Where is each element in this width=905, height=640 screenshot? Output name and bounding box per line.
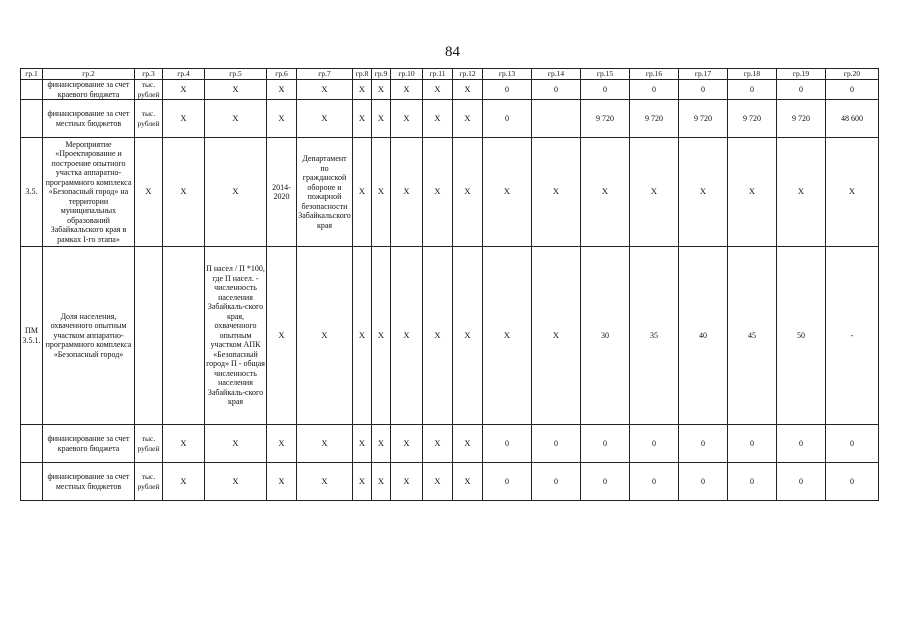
row-name-cell: финансирование за счет местных бюджетов (43, 100, 135, 138)
header-cell: гр.15 (581, 69, 630, 80)
table-cell: X (267, 463, 297, 501)
table-cell: X (297, 100, 353, 138)
table-cell: 0 (630, 463, 679, 501)
table-cell: 9 720 (581, 100, 630, 138)
header-cell: гр.8 (353, 69, 372, 80)
table-cell (532, 100, 581, 138)
table-cell: - (826, 247, 879, 425)
table-cell: 0 (777, 463, 826, 501)
table-cell: X (297, 463, 353, 501)
header-cell: гр.11 (423, 69, 453, 80)
header-cell: гр.18 (728, 69, 777, 80)
table-cell: 0 (483, 100, 532, 138)
table-cell: X (532, 247, 581, 425)
table-cell (163, 247, 205, 425)
header-cell: гр.1 (21, 69, 43, 80)
table-cell: X (453, 80, 483, 100)
table-cell: 0 (581, 425, 630, 463)
responsible-cell: Департамент по гражданской обороне и пожарной безопасности Забайкальского края (297, 138, 353, 247)
table-cell: X (135, 138, 163, 247)
table-cell: X (453, 247, 483, 425)
table-cell: X (297, 80, 353, 100)
table-cell: 0 (630, 80, 679, 100)
header-cell: гр.19 (777, 69, 826, 80)
table-cell: X (391, 463, 423, 501)
table-cell: X (205, 100, 267, 138)
table-cell: 50 (777, 247, 826, 425)
row-number-cell: ПМ 3.5.1. (21, 247, 43, 425)
header-cell: гр.9 (372, 69, 391, 80)
table-cell: X (205, 80, 267, 100)
table-cell (135, 247, 163, 425)
table-cell: 0 (728, 80, 777, 100)
table-row (21, 247, 879, 425)
header-cell: гр.10 (391, 69, 423, 80)
table-cell: 0 (483, 463, 532, 501)
table-cell: X (267, 425, 297, 463)
table-cell: X (391, 80, 423, 100)
table-cell: X (205, 425, 267, 463)
table-cell: 0 (532, 80, 581, 100)
table-cell: X (630, 138, 679, 247)
table-cell: 0 (728, 463, 777, 501)
period-cell: 2014-2020 (267, 138, 297, 247)
header-cell: гр.17 (679, 69, 728, 80)
table-cell: 0 (483, 425, 532, 463)
unit-cell: тыс. рублей (135, 463, 163, 501)
table-cell: 0 (777, 425, 826, 463)
row-name-cell: Доля населения, охваченного опытным участком аппаратно-программного комплекса «Безопасный город» (43, 247, 135, 425)
table-cell: X (163, 138, 205, 247)
table-cell: 35 (630, 247, 679, 425)
table-cell: 48 600 (826, 100, 879, 138)
table-cell: X (391, 138, 423, 247)
table-cell: 45 (728, 247, 777, 425)
table-cell: X (391, 425, 423, 463)
table-cell: X (483, 138, 532, 247)
row-number-cell (21, 425, 43, 463)
table-cell: X (267, 80, 297, 100)
unit-cell: тыс. рублей (135, 425, 163, 463)
table-cell: X (163, 463, 205, 501)
table-row (21, 463, 879, 501)
table-cell: X (267, 100, 297, 138)
table-cell: 0 (532, 425, 581, 463)
table-cell: X (353, 247, 372, 425)
table-cell: 0 (679, 425, 728, 463)
header-cell: гр.12 (453, 69, 483, 80)
table-cell: X (205, 138, 267, 247)
table-cell: X (163, 100, 205, 138)
unit-cell: тыс. рублей (135, 80, 163, 100)
table-cell: X (372, 100, 391, 138)
table-cell: X (353, 463, 372, 501)
table-cell: X (423, 463, 453, 501)
table-cell: X (267, 247, 297, 425)
table-cell: X (453, 100, 483, 138)
table-cell: X (372, 138, 391, 247)
table-cell: X (423, 80, 453, 100)
table-cell: 0 (728, 425, 777, 463)
row-number-cell: 3.5. (21, 138, 43, 247)
table-cell: X (353, 138, 372, 247)
table-cell: 0 (826, 425, 879, 463)
table-cell: 0 (777, 80, 826, 100)
table-cell: X (372, 463, 391, 501)
table-cell: X (353, 425, 372, 463)
table-row (21, 100, 879, 138)
table-cell: X (483, 247, 532, 425)
row-name-cell: Мероприятие «Проектирование и построение опытного участка аппаратно-программного комплекса «Безопасный город» на территории муниципальных образований Забайкальского края в рамках I-го этапа» (43, 138, 135, 247)
table-cell: X (453, 463, 483, 501)
header-cell: гр.14 (532, 69, 581, 80)
table-cell: X (423, 100, 453, 138)
table-cell: X (163, 80, 205, 100)
row-number-cell (21, 463, 43, 501)
table-cell: X (423, 247, 453, 425)
row-number-cell (21, 100, 43, 138)
table-cell: 0 (581, 463, 630, 501)
unit-cell: тыс. рублей (135, 100, 163, 138)
table-cell: 9 720 (777, 100, 826, 138)
row-name-cell: финансирование за счет краевого бюджета (43, 80, 135, 100)
table-cell: X (163, 425, 205, 463)
table-row (21, 425, 879, 463)
table-cell: 40 (679, 247, 728, 425)
table-cell: 0 (581, 80, 630, 100)
table-cell: X (532, 138, 581, 247)
table-cell: 0 (483, 80, 532, 100)
table-cell: X (679, 138, 728, 247)
table-cell: 0 (826, 80, 879, 100)
header-cell: гр.3 (135, 69, 163, 80)
table-cell: X (205, 463, 267, 501)
table-cell: X (297, 425, 353, 463)
table-cell: X (581, 138, 630, 247)
header-cell: гр.4 (163, 69, 205, 80)
table-cell: 0 (679, 80, 728, 100)
program-table (20, 68, 879, 501)
page-number: 84 (445, 44, 460, 60)
table-cell: X (391, 247, 423, 425)
table-cell: 0 (630, 425, 679, 463)
table-cell: X (728, 138, 777, 247)
table-cell: 9 720 (728, 100, 777, 138)
table-cell: 0 (826, 463, 879, 501)
header-cell: гр.5 (205, 69, 267, 80)
row-name-cell: финансирование за счет местных бюджетов (43, 463, 135, 501)
table-cell: 30 (581, 247, 630, 425)
table-row (21, 80, 879, 100)
table-cell: X (372, 80, 391, 100)
header-cell: гр.6 (267, 69, 297, 80)
header-cell: гр.20 (826, 69, 879, 80)
formula-cell: П насел / П *100, где П насел. - численность населения Забайкаль-ского края, охваченного опытным участком АПК «Безопасный город» П - общая численность населения Забайкаль-ского края (205, 247, 267, 425)
header-cell: гр.13 (483, 69, 532, 80)
header-cell: гр.7 (297, 69, 353, 80)
table-cell: 0 (532, 463, 581, 501)
table-cell: 9 720 (630, 100, 679, 138)
table-cell: 9 720 (679, 100, 728, 138)
table-cell: X (826, 138, 879, 247)
table-cell: X (372, 247, 391, 425)
header-cell: гр.16 (630, 69, 679, 80)
row-number-cell (21, 80, 43, 100)
table-cell: X (777, 138, 826, 247)
table-cell: X (372, 425, 391, 463)
table-cell: X (391, 100, 423, 138)
table-cell: 0 (679, 463, 728, 501)
row-name-cell: финансирование за счет краевого бюджета (43, 425, 135, 463)
table-cell: X (423, 425, 453, 463)
table-cell: X (423, 138, 453, 247)
table-row (21, 138, 879, 247)
table-cell: X (453, 138, 483, 247)
table-cell: X (297, 247, 353, 425)
table-cell: X (353, 100, 372, 138)
table-cell: X (453, 425, 483, 463)
header-cell: гр.2 (43, 69, 135, 80)
table-cell: X (353, 80, 372, 100)
header-row (21, 69, 879, 80)
